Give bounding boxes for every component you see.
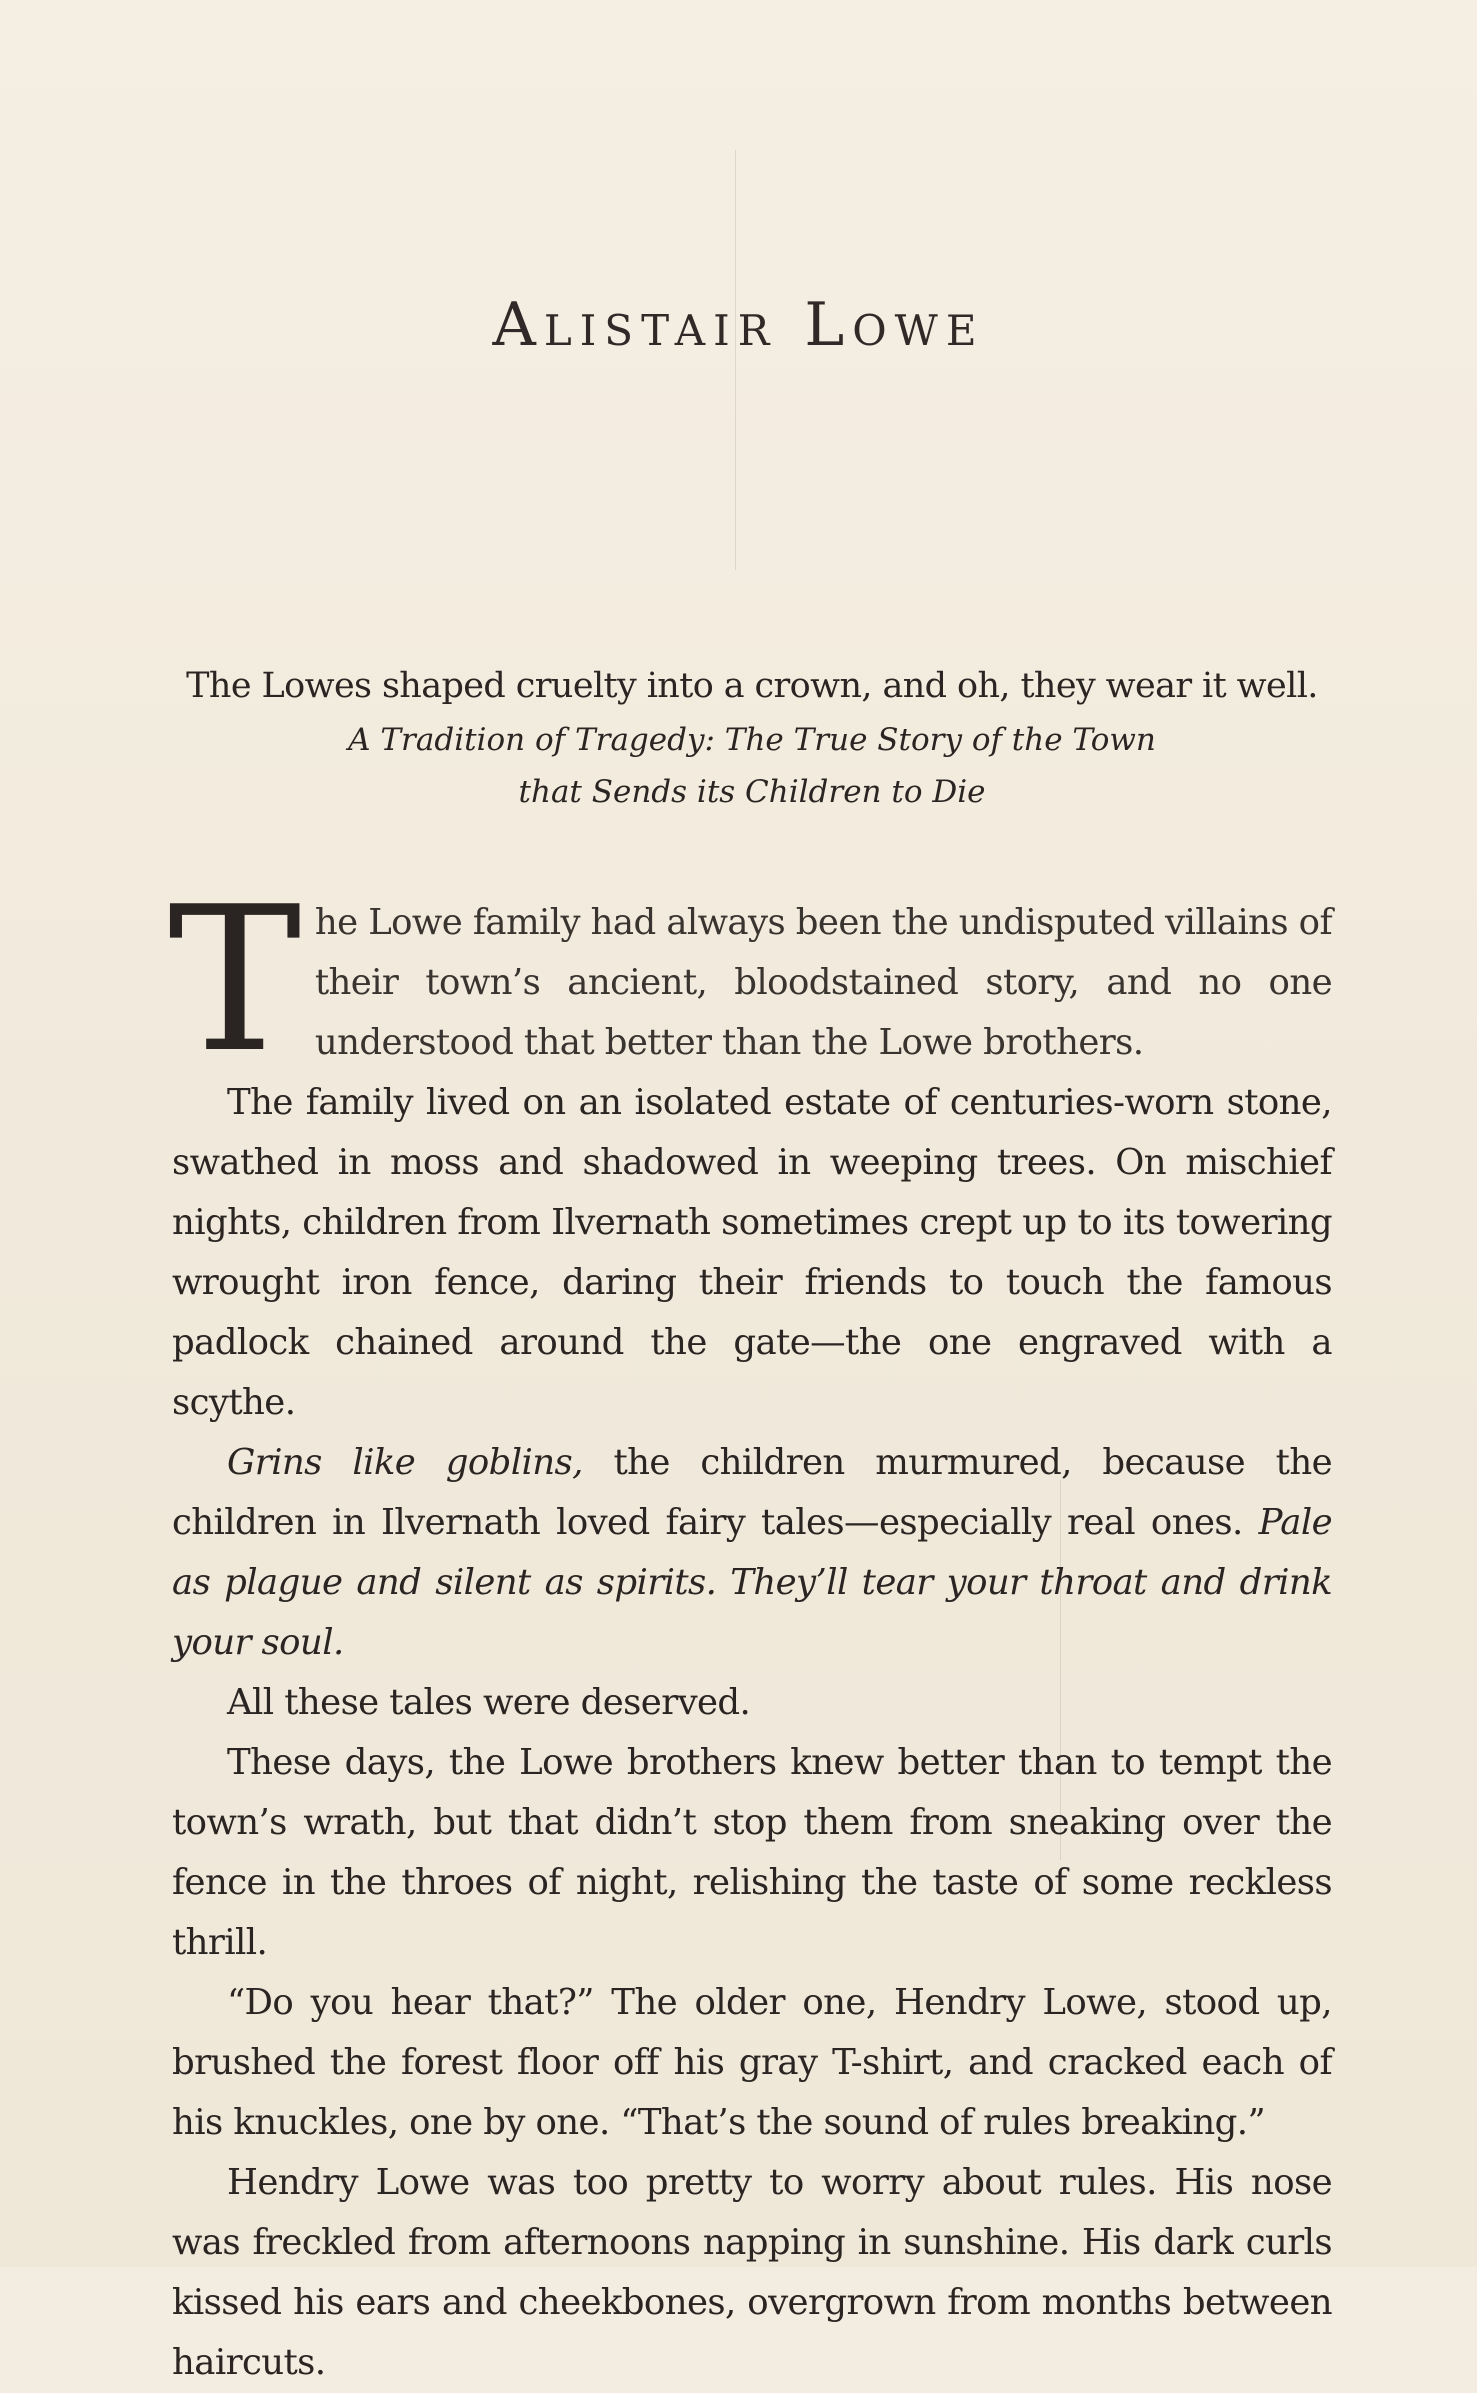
paragraph-1 [168,864,1332,1097]
paragraph-3 [172,1433,1332,1673]
epigraph [172,660,1332,818]
paragraph-3-italic-2: Pale as plague and silent as spirits. They’ll tear your throat and drink your soul. [172,1502,1332,1663]
paper-texture-line [735,150,736,570]
epigraph-source-line-2: that Sends its Children to Die [518,774,986,810]
chapter-body [168,864,1332,2393]
paragraph-3-italic-1: Grins like goblins, [227,1442,583,1483]
paragraph-5: These days, the Lowe brothers knew better than to tempt the town’s wrath, but that didn’t stop them from sneaking over the fence in the throes of night, relishing the taste of some reckless thrill. [172,1742,1332,1963]
paragraph-4: All these tales were deserved. [227,1682,751,1723]
epigraph-source-line-1: A Tradition of Tragedy: The True Story of the Town [348,722,1156,758]
drop-cap: T [168,864,301,1097]
paragraph-7: Hendry Lowe was too pretty to worry about rules. His nose was freckled from afternoons napping in sunshine. His dark curls kissed his ears and cheekbones, overgrown from months between haircuts. [172,2162,1332,2383]
chapter-title: Alistair Lowe [492,290,985,360]
epigraph-quote: The Lowes shaped cruelty into a crown, and oh, they wear it well. [186,666,1318,706]
paragraph-2: The family lived on an isolated estate of centuries-worn stone, swathed in moss and shadowed in weeping trees. On mischief nights, children from Ilvernath sometimes crept up to its towering wrought iron fence, daring their friends to touch the famous padlock chained around the gate—the one engraved with a scythe. [172,1082,1332,1423]
paragraph-6: “Do you hear that?” The older one, Hendry Lowe, stood up, brushed the forest floor off his gray T-shirt, and cracked each of his knuckles, one by one. “That’s the sound of rules breaking.” [172,1982,1332,2143]
paragraph-1-text: he Lowe family had always been the undisputed villains of their town’s ancient, bloodstained story, and no one understood that better than the Lowe brothers. [314,902,1332,1063]
paragraph-3-text: the children murmured, because the children in Ilvernath loved fairy tales—especially real ones. [172,1442,1332,1543]
